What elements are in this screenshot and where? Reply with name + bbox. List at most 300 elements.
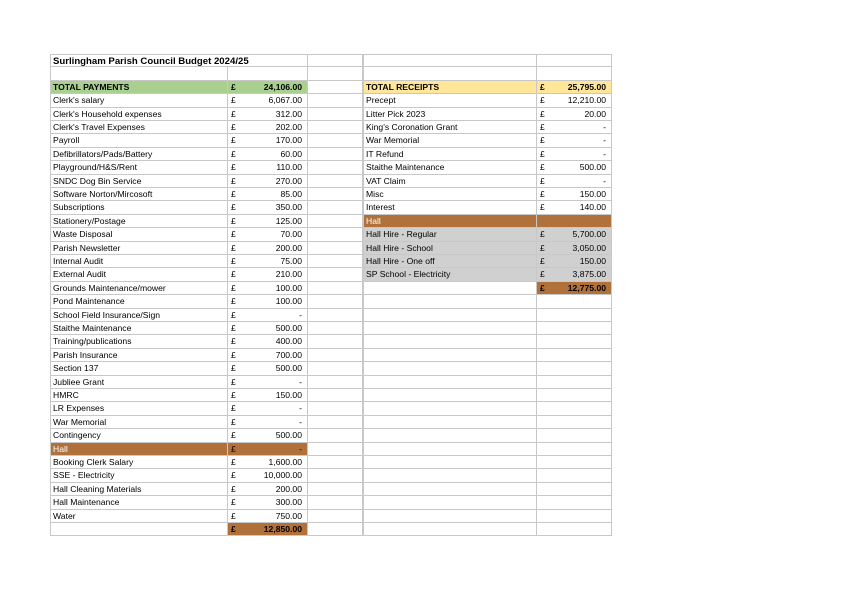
table-row [50, 134, 612, 147]
payment-amount: 300.00 [275, 497, 302, 508]
currency-symbol: £ [231, 189, 236, 199]
receipt-amount-cell [537, 456, 612, 469]
payment-label: Clerk's salary [50, 94, 228, 107]
blank-cell [363, 54, 537, 67]
payment-amount: 150.00 [275, 390, 302, 400]
currency-symbol: £ [540, 269, 545, 280]
blank-cell [308, 483, 363, 496]
receipt-amount: 12,775.00 [567, 282, 606, 293]
total-payments-amount-cell [228, 81, 308, 94]
currency-symbol: £ [540, 108, 545, 119]
title-row [50, 54, 612, 67]
currency-symbol: £ [231, 510, 236, 521]
currency-symbol: £ [540, 122, 545, 132]
payment-amount: 85.00 [280, 189, 302, 199]
table-row [50, 335, 612, 348]
currency-symbol: £ [231, 309, 236, 320]
sheet-title: Surlingham Parish Council Budget 2024/25 [50, 54, 308, 67]
receipt-label [363, 402, 537, 415]
table-row [50, 242, 612, 255]
receipt-label [363, 309, 537, 322]
blank-cell [308, 510, 363, 523]
currency-symbol: £ [231, 175, 236, 186]
payment-amount-cell [228, 429, 308, 442]
currency-symbol: £ [231, 135, 236, 146]
payment-label: Clerk's Travel Expenses [50, 121, 228, 134]
payment-amount: 500.00 [275, 430, 302, 441]
receipt-label: Hall Hire - School [363, 242, 537, 255]
payment-amount-cell [228, 456, 308, 469]
table-row [50, 349, 612, 362]
currency-symbol: £ [231, 376, 236, 387]
currency-symbol: £ [231, 497, 236, 508]
currency-symbol: £ [231, 148, 236, 159]
receipt-amount-cell [537, 483, 612, 496]
payment-label: Defibrillators/Pads/Battery [50, 148, 228, 161]
payment-amount: 202.00 [275, 122, 302, 132]
payment-amount-cell [228, 523, 308, 536]
receipt-label: Precept [363, 94, 537, 107]
receipt-amount-cell [537, 389, 612, 402]
blank-cell [228, 67, 308, 80]
receipt-label [363, 496, 537, 509]
payment-amount-cell [228, 295, 308, 308]
currency-symbol: £ [231, 269, 236, 280]
payment-amount-cell [228, 376, 308, 389]
receipt-amount-cell [537, 161, 612, 174]
payment-amount-cell [228, 510, 308, 523]
payment-amount: 125.00 [275, 215, 302, 226]
empty-row [50, 67, 612, 80]
blank-cell [50, 67, 228, 80]
currency-symbol: £ [231, 215, 236, 226]
currency-symbol: £ [231, 95, 236, 106]
payment-label: SSE - Electricity [50, 469, 228, 482]
payment-label: Training/publications [50, 335, 228, 348]
receipt-amount: 150.00 [579, 189, 606, 199]
blank-cell [308, 309, 363, 322]
payment-amount: 200.00 [275, 242, 302, 253]
payment-label: Playground/H&S/Rent [50, 161, 228, 174]
receipt-label: Hall [363, 215, 537, 228]
payment-amount-cell [228, 228, 308, 241]
payment-amount: 10,000.00 [263, 470, 302, 481]
currency-symbol: £ [231, 443, 236, 454]
total-receipts-amount: 25,795.00 [567, 81, 606, 92]
receipt-label [363, 456, 537, 469]
receipt-label: Hall Hire - Regular [363, 228, 537, 241]
payment-label: HMRC [50, 389, 228, 402]
payment-amount-cell [228, 215, 308, 228]
receipt-label: Litter Pick 2023 [363, 108, 537, 121]
table-row [50, 108, 612, 121]
payment-label: Pond Maintenance [50, 295, 228, 308]
currency-symbol: £ [231, 483, 236, 494]
currency-symbol: £ [231, 81, 236, 92]
payment-label: Staithe Maintenance [50, 322, 228, 335]
receipt-amount: 12,210.00 [567, 95, 606, 106]
payment-amount-cell [228, 483, 308, 496]
blank-cell [308, 469, 363, 482]
blank-cell [308, 175, 363, 188]
payment-amount: 750.00 [275, 510, 302, 521]
receipt-label [363, 443, 537, 456]
table-row [50, 322, 612, 335]
payment-amount: 75.00 [280, 256, 302, 266]
currency-symbol: £ [231, 524, 236, 534]
total-payments-amount: 24,106.00 [263, 81, 302, 92]
currency-symbol: £ [231, 470, 236, 481]
receipt-label: Staithe Maintenance [363, 161, 537, 174]
receipt-amount-cell [537, 376, 612, 389]
receipt-label [363, 349, 537, 362]
receipt-amount-cell [537, 349, 612, 362]
blank-cell [308, 523, 363, 536]
blank-cell [308, 282, 363, 295]
payment-amount: 170.00 [275, 135, 302, 146]
table-row [50, 523, 612, 536]
receipt-label [363, 510, 537, 523]
payment-amount-cell [228, 148, 308, 161]
payment-amount-cell [228, 349, 308, 362]
table-row [50, 510, 612, 523]
payment-amount: 210.00 [275, 269, 302, 280]
blank-cell [308, 81, 363, 94]
payment-label: Hall Maintenance [50, 496, 228, 509]
blank-cell [308, 416, 363, 429]
blank-cell [308, 54, 363, 67]
payment-amount: - [299, 376, 302, 387]
receipt-amount-cell [537, 215, 612, 228]
payment-amount-cell [228, 322, 308, 335]
currency-symbol: £ [540, 148, 545, 159]
blank-cell [308, 443, 363, 456]
payment-amount: 312.00 [275, 108, 302, 119]
table-row [50, 496, 612, 509]
currency-symbol: £ [231, 457, 236, 467]
currency-symbol: £ [540, 242, 545, 253]
payment-label: Hall [50, 443, 228, 456]
currency-symbol: £ [540, 256, 545, 266]
receipt-amount-cell [537, 94, 612, 107]
table-row [50, 416, 612, 429]
blank-cell [308, 121, 363, 134]
currency-symbol: £ [540, 202, 545, 213]
blank-cell [308, 295, 363, 308]
payment-amount: 200.00 [275, 483, 302, 494]
blank-cell [308, 349, 363, 362]
currency-symbol: £ [231, 162, 236, 173]
payment-label: Clerk's Household expenses [50, 108, 228, 121]
receipt-amount-cell [537, 188, 612, 201]
blank-cell [308, 242, 363, 255]
blank-cell [308, 201, 363, 214]
payment-amount-cell [228, 389, 308, 402]
receipt-amount-cell [537, 295, 612, 308]
payment-amount-cell [228, 94, 308, 107]
blank-cell [308, 389, 363, 402]
blank-cell [537, 54, 612, 67]
blank-cell [308, 134, 363, 147]
blank-cell [308, 228, 363, 241]
payment-amount: 70.00 [280, 229, 302, 240]
currency-symbol: £ [231, 430, 236, 441]
payment-amount-cell [228, 496, 308, 509]
payment-amount: 100.00 [275, 296, 302, 307]
blank-cell [308, 215, 363, 228]
receipt-label [363, 376, 537, 389]
receipt-amount-cell [537, 121, 612, 134]
receipt-amount: 140.00 [579, 202, 606, 213]
receipt-amount-cell [537, 416, 612, 429]
blank-cell [537, 67, 612, 80]
payment-label: Grounds Maintenance/mower [50, 282, 228, 295]
receipt-amount: - [603, 135, 606, 146]
receipt-label: VAT Claim [363, 175, 537, 188]
receipt-label [363, 416, 537, 429]
payment-amount-cell [228, 175, 308, 188]
payment-label: Contingency [50, 429, 228, 442]
payment-amount: 12,850.00 [263, 524, 302, 534]
currency-symbol: £ [231, 390, 236, 400]
payment-amount-cell [228, 282, 308, 295]
blank-cell [308, 148, 363, 161]
payment-amount: - [299, 403, 302, 414]
table-row [50, 148, 612, 161]
payment-amount-cell [228, 108, 308, 121]
currency-symbol: £ [231, 349, 236, 360]
table-row [50, 161, 612, 174]
receipt-amount: - [603, 148, 606, 159]
receipt-label: King's Coronation Grant [363, 121, 537, 134]
blank-cell [308, 268, 363, 281]
receipt-label: War Memorial [363, 134, 537, 147]
payment-amount: 500.00 [275, 323, 302, 333]
receipt-amount: 3,875.00 [572, 269, 606, 280]
payment-label: Internal Audit [50, 255, 228, 268]
payment-label: Parish Newsletter [50, 242, 228, 255]
table-row [50, 215, 612, 228]
total-receipts-amount-cell [537, 81, 612, 94]
payment-amount: 60.00 [280, 148, 302, 159]
payment-label: School Field Insurance/Sign [50, 309, 228, 322]
receipt-label [363, 429, 537, 442]
table-row [50, 282, 612, 295]
receipt-amount-cell [537, 201, 612, 214]
receipt-amount-cell [537, 255, 612, 268]
payment-label: External Audit [50, 268, 228, 281]
payment-amount-cell [228, 201, 308, 214]
payment-amount: 6,067.00 [268, 95, 302, 106]
table-row [50, 429, 612, 442]
payment-amount: 1,600.00 [268, 457, 302, 467]
receipt-amount-cell [537, 322, 612, 335]
payment-amount-cell [228, 416, 308, 429]
currency-symbol: £ [540, 162, 545, 173]
blank-cell [308, 255, 363, 268]
currency-symbol: £ [231, 416, 236, 427]
receipt-amount-cell [537, 108, 612, 121]
blank-cell [308, 429, 363, 442]
payment-label: Parish Insurance [50, 349, 228, 362]
table-row [50, 483, 612, 496]
table-row [50, 175, 612, 188]
table-row [50, 121, 612, 134]
table-row [50, 188, 612, 201]
currency-symbol: £ [231, 336, 236, 347]
receipt-amount-cell [537, 469, 612, 482]
blank-cell [308, 161, 363, 174]
receipt-amount-cell [537, 496, 612, 509]
receipt-amount-cell [537, 134, 612, 147]
receipt-amount: - [603, 122, 606, 132]
blank-cell [308, 362, 363, 375]
currency-symbol: £ [540, 95, 545, 106]
receipt-label: Hall Hire - One off [363, 255, 537, 268]
payment-label: Jubliee Grant [50, 376, 228, 389]
payment-label [50, 523, 228, 536]
receipt-label: Interest [363, 201, 537, 214]
payment-amount: 700.00 [275, 349, 302, 360]
payment-amount-cell [228, 443, 308, 456]
payment-amount-cell [228, 121, 308, 134]
payment-amount: 400.00 [275, 336, 302, 347]
header-row [50, 81, 612, 94]
payment-amount: - [299, 309, 302, 320]
table-row [50, 228, 612, 241]
receipt-amount-cell [537, 429, 612, 442]
payment-amount: 350.00 [275, 202, 302, 213]
currency-symbol: £ [231, 282, 236, 293]
currency-symbol: £ [540, 282, 545, 293]
table-row [50, 309, 612, 322]
payment-amount: - [299, 443, 302, 454]
payment-label: Booking Clerk Salary [50, 456, 228, 469]
payment-amount-cell [228, 402, 308, 415]
payment-amount: 270.00 [275, 175, 302, 186]
payment-label: War Memorial [50, 416, 228, 429]
blank-cell [308, 335, 363, 348]
payment-amount-cell [228, 134, 308, 147]
table-row [50, 456, 612, 469]
receipt-amount-cell [537, 268, 612, 281]
blank-cell [308, 496, 363, 509]
receipt-label [363, 523, 537, 536]
receipt-amount: 150.00 [579, 256, 606, 266]
total-payments-label: TOTAL PAYMENTS [50, 81, 228, 94]
payment-amount: 500.00 [275, 363, 302, 374]
blank-cell [308, 108, 363, 121]
table-row [50, 268, 612, 281]
payment-label: LR Expenses [50, 402, 228, 415]
currency-symbol: £ [231, 229, 236, 240]
blank-cell [308, 456, 363, 469]
receipt-label: SP School - Electricity [363, 268, 537, 281]
currency-symbol: £ [231, 296, 236, 307]
receipt-amount: 3,050.00 [572, 242, 606, 253]
currency-symbol: £ [231, 122, 236, 132]
table-row [50, 443, 612, 456]
receipt-amount-cell [537, 228, 612, 241]
table-row [50, 402, 612, 415]
payment-label: Software Norton/Mircosoft [50, 188, 228, 201]
receipt-label [363, 335, 537, 348]
receipt-amount: - [603, 175, 606, 186]
receipt-amount-cell [537, 402, 612, 415]
blank-cell [308, 67, 363, 80]
table-row [50, 389, 612, 402]
receipt-label: IT Refund [363, 148, 537, 161]
receipt-amount: 20.00 [584, 108, 606, 119]
payment-amount-cell [228, 469, 308, 482]
payment-amount-cell [228, 362, 308, 375]
payment-amount-cell [228, 309, 308, 322]
receipt-amount: 5,700.00 [572, 229, 606, 240]
receipt-label [363, 483, 537, 496]
table-row [50, 362, 612, 375]
currency-symbol: £ [231, 108, 236, 119]
payment-amount: - [299, 416, 302, 427]
receipt-amount-cell [537, 335, 612, 348]
payment-amount-cell [228, 188, 308, 201]
receipt-label [363, 389, 537, 402]
currency-symbol: £ [540, 135, 545, 146]
currency-symbol: £ [231, 256, 236, 266]
payment-amount: 100.00 [275, 282, 302, 293]
receipt-label [363, 469, 537, 482]
currency-symbol: £ [540, 189, 545, 199]
receipt-label [363, 362, 537, 375]
payment-label: Subscriptions [50, 201, 228, 214]
currency-symbol: £ [540, 81, 545, 92]
blank-cell [308, 376, 363, 389]
blank-cell [363, 67, 537, 80]
payment-amount-cell [228, 268, 308, 281]
payment-label: SNDC Dog Bin Service [50, 175, 228, 188]
receipt-amount-cell [537, 309, 612, 322]
payment-amount-cell [228, 161, 308, 174]
payment-amount-cell [228, 242, 308, 255]
receipt-label [363, 282, 537, 295]
receipt-amount-cell [537, 242, 612, 255]
table-row [50, 376, 612, 389]
currency-symbol: £ [231, 403, 236, 414]
payment-label: Water [50, 510, 228, 523]
payment-amount-cell [228, 335, 308, 348]
table-row [50, 201, 612, 214]
receipt-amount-cell [537, 523, 612, 536]
receipt-amount-cell [537, 282, 612, 295]
payment-label: Payroll [50, 134, 228, 147]
receipt-label [363, 295, 537, 308]
receipt-amount-cell [537, 510, 612, 523]
receipt-amount-cell [537, 148, 612, 161]
payment-label: Hall Cleaning Materials [50, 483, 228, 496]
table-row [50, 295, 612, 308]
currency-symbol: £ [231, 323, 236, 333]
table-row [50, 255, 612, 268]
blank-cell [308, 322, 363, 335]
blank-cell [308, 94, 363, 107]
receipt-amount-cell [537, 443, 612, 456]
currency-symbol: £ [231, 202, 236, 213]
blank-cell [308, 188, 363, 201]
payment-amount: 110.00 [276, 162, 302, 173]
table-row [50, 469, 612, 482]
receipt-label: Misc [363, 188, 537, 201]
blank-cell [308, 402, 363, 415]
receipt-amount-cell [537, 175, 612, 188]
